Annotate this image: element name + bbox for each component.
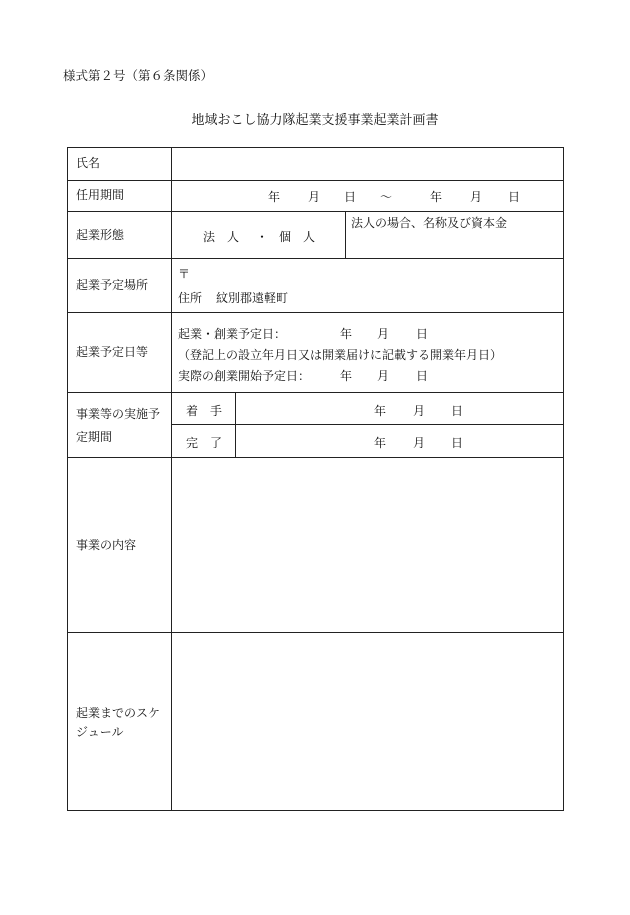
- term-end-day: 日: [508, 190, 521, 204]
- term-label: 任用期間: [76, 188, 125, 202]
- business-form-corp-option[interactable]: 法 人: [203, 230, 240, 244]
- name-label: 氏名: [76, 156, 101, 170]
- content-label: 事業の内容: [76, 538, 137, 552]
- address-value[interactable]: 紋別郡遠軽町: [216, 291, 289, 305]
- period-start-year: 年: [374, 404, 387, 418]
- period-end-month: 月: [413, 436, 426, 450]
- term-start-day: 日: [344, 190, 357, 204]
- dates-label: 起業予定日等: [76, 345, 149, 359]
- period-start-day: 日: [451, 404, 464, 418]
- business-form-indiv-option[interactable]: 個 人: [279, 230, 316, 244]
- term-end-year: 年: [430, 190, 443, 204]
- schedule-field[interactable]: [172, 633, 562, 809]
- planned-year: 年: [340, 327, 353, 341]
- term-separator: ～: [380, 190, 393, 204]
- business-form-dot: ・: [256, 230, 269, 244]
- period-end-year: 年: [374, 436, 387, 450]
- planned-date-note: （登記上の設立年月日又は開業届けに記載する開業年月日）: [178, 348, 503, 362]
- period-label-line1: 事業等の実施予: [76, 407, 161, 421]
- term-field[interactable]: [172, 181, 562, 210]
- corp-note-label: 法人の場合、名称及び資本金: [351, 216, 508, 230]
- schedule-label-line1: 起業までのスケ: [76, 706, 161, 720]
- planned-day: 日: [416, 327, 429, 341]
- period-start-label: 着 手: [186, 404, 223, 418]
- document-title: 地域おこし協力隊起業支援事業起業計画書: [191, 113, 439, 128]
- address-label: 住所: [178, 291, 203, 305]
- business-form-label: 起業形態: [76, 228, 125, 242]
- actual-year: 年: [340, 369, 353, 383]
- period-label-line2: 定期間: [76, 430, 113, 444]
- term-start-year: 年: [268, 190, 281, 204]
- location-label: 起業予定場所: [76, 278, 149, 292]
- planned-month: 月: [377, 327, 390, 341]
- term-end-month: 月: [470, 190, 483, 204]
- schedule-label-line2: ジュール: [76, 725, 124, 739]
- form-number: 様式第２号（第６条関係）: [63, 68, 214, 83]
- actual-day: 日: [416, 369, 429, 383]
- planned-date-label: 起業・創業予定日：: [178, 327, 287, 341]
- period-end-day: 日: [451, 436, 464, 450]
- period-end-label: 完 了: [186, 436, 223, 450]
- period-start-month: 月: [413, 404, 426, 418]
- postal-mark: 〒: [178, 267, 191, 281]
- actual-month: 月: [377, 369, 390, 383]
- term-start-month: 月: [308, 190, 321, 204]
- name-field[interactable]: [172, 148, 562, 179]
- content-field[interactable]: [172, 458, 562, 631]
- actual-date-label: 実際の創業開始予定日：: [178, 369, 311, 383]
